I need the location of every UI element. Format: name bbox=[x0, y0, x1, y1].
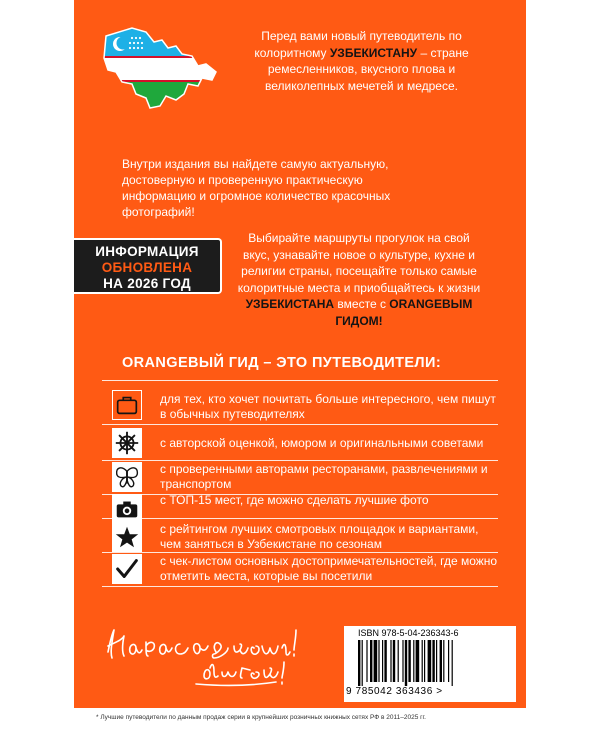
routes-paragraph bbox=[234, 230, 484, 329]
barcode-bar bbox=[416, 640, 420, 682]
barcode-bar bbox=[362, 640, 363, 686]
routes-text-start: Выбирайте маршруты прогулок на свой вкус, узнавайте новое о культуре, кухне и религии страны, посещайте только самые колоритные места и приобщайтесь к жизни bbox=[237, 231, 481, 295]
divider bbox=[102, 518, 498, 519]
barcode-bar bbox=[408, 640, 410, 682]
barcode-bar bbox=[374, 640, 378, 682]
barcode-bar bbox=[366, 640, 367, 682]
barcode-bar bbox=[384, 640, 386, 682]
badge-line-2: ОБНОВЛЕНА bbox=[101, 260, 193, 275]
barcode-bar bbox=[393, 640, 395, 682]
badge-line-1: ИНФОРМАЦИЯ bbox=[95, 244, 199, 259]
divider bbox=[102, 424, 498, 425]
feature-text: с проверенными авторами ресторанами, развлечениями и транспортом bbox=[160, 462, 488, 491]
barcode-bar bbox=[405, 640, 407, 686]
barcode-bar bbox=[370, 640, 372, 682]
barcode-bar bbox=[402, 640, 403, 682]
feature-text: с авторской оценкой, юмором и оригинальными советами bbox=[160, 436, 484, 450]
ship-wheel-icon bbox=[112, 428, 142, 458]
barcode-bar bbox=[440, 640, 442, 682]
isbn-barcode-box bbox=[344, 626, 516, 702]
camera-icon bbox=[112, 494, 142, 524]
book-back-cover bbox=[74, 0, 526, 708]
barcode-bar bbox=[413, 640, 414, 682]
barcode-bar bbox=[382, 640, 383, 682]
routes-highlight-guide: ORANGEВЫМ ГИДОМ! bbox=[335, 297, 473, 328]
barcode-bar bbox=[443, 640, 444, 682]
divider bbox=[102, 460, 498, 461]
content-paragraph: Внутри издания вы найдете самую актуальную, достоверную и проверенную практическую информацию и огромное количество красочных фотографий! bbox=[122, 157, 391, 219]
routes-highlight-country: УЗБЕКИСТАНА bbox=[245, 297, 335, 311]
footnote: * Лучшие путеводители по данным продаж серии в крупнейших розничных книжных сетях РФ в 2011–2025 гг. bbox=[96, 714, 426, 721]
suitcase-icon bbox=[112, 390, 142, 420]
feature-text: с рейтингом лучших смотровых площадок и вариантами, чем заняться в Узбекистане по сезонам bbox=[160, 522, 479, 551]
divider bbox=[102, 586, 498, 587]
barcode-bar bbox=[424, 640, 425, 682]
update-badge bbox=[74, 238, 222, 294]
checkmark-icon bbox=[112, 554, 142, 584]
barcode-bar bbox=[358, 640, 360, 686]
intro-text-end: – стране ремесленников, вкусного плова и великолепных мечетей и медресе. bbox=[265, 45, 469, 93]
divider bbox=[102, 380, 498, 381]
intro-highlight: УЗБЕКИСТАНУ bbox=[329, 45, 418, 60]
handwritten-signature bbox=[100, 612, 310, 692]
barcode-bar bbox=[452, 640, 453, 686]
uzbekistan-flag-map bbox=[102, 22, 220, 114]
features-heading: ORANGEВЫЙ ГИД – ЭТО ПУТЕВОДИТЕЛИ: bbox=[122, 355, 442, 371]
intro-paragraph bbox=[234, 28, 489, 94]
star-icon bbox=[112, 522, 142, 552]
divider bbox=[102, 552, 498, 553]
feature-text: для тех, кто хочет почитать больше интересного, чем пишут в обычных путеводителях bbox=[160, 392, 496, 421]
barcode-bar bbox=[390, 640, 391, 682]
isbn-label: ISBN 978-5-04-236343-6 bbox=[358, 628, 459, 638]
feature-text: с ТОП-15 мест, где можно сделать лучшие фото bbox=[160, 493, 429, 507]
barcode-number: 9 785042 363436 > bbox=[346, 686, 443, 697]
barcode-bar bbox=[436, 640, 437, 682]
barcode-bar bbox=[448, 640, 449, 682]
barcode-bar bbox=[398, 640, 399, 682]
barcode-bar bbox=[422, 640, 423, 682]
barcode-bar bbox=[378, 640, 379, 682]
barcode bbox=[356, 640, 506, 686]
barcode-bar bbox=[428, 640, 432, 682]
intro-text-start: Перед вами новый путеводитель по колоритному bbox=[254, 29, 462, 60]
routes-text-middle: вместе с bbox=[334, 297, 390, 311]
butterfly-icon bbox=[112, 462, 142, 492]
feature-text: с чек-листом основных достопримечательностей, где можно отметить места, которые вы посетили bbox=[160, 554, 498, 583]
badge-line-3: НА 2026 ГОД bbox=[103, 276, 191, 291]
barcode-bar bbox=[432, 640, 434, 682]
